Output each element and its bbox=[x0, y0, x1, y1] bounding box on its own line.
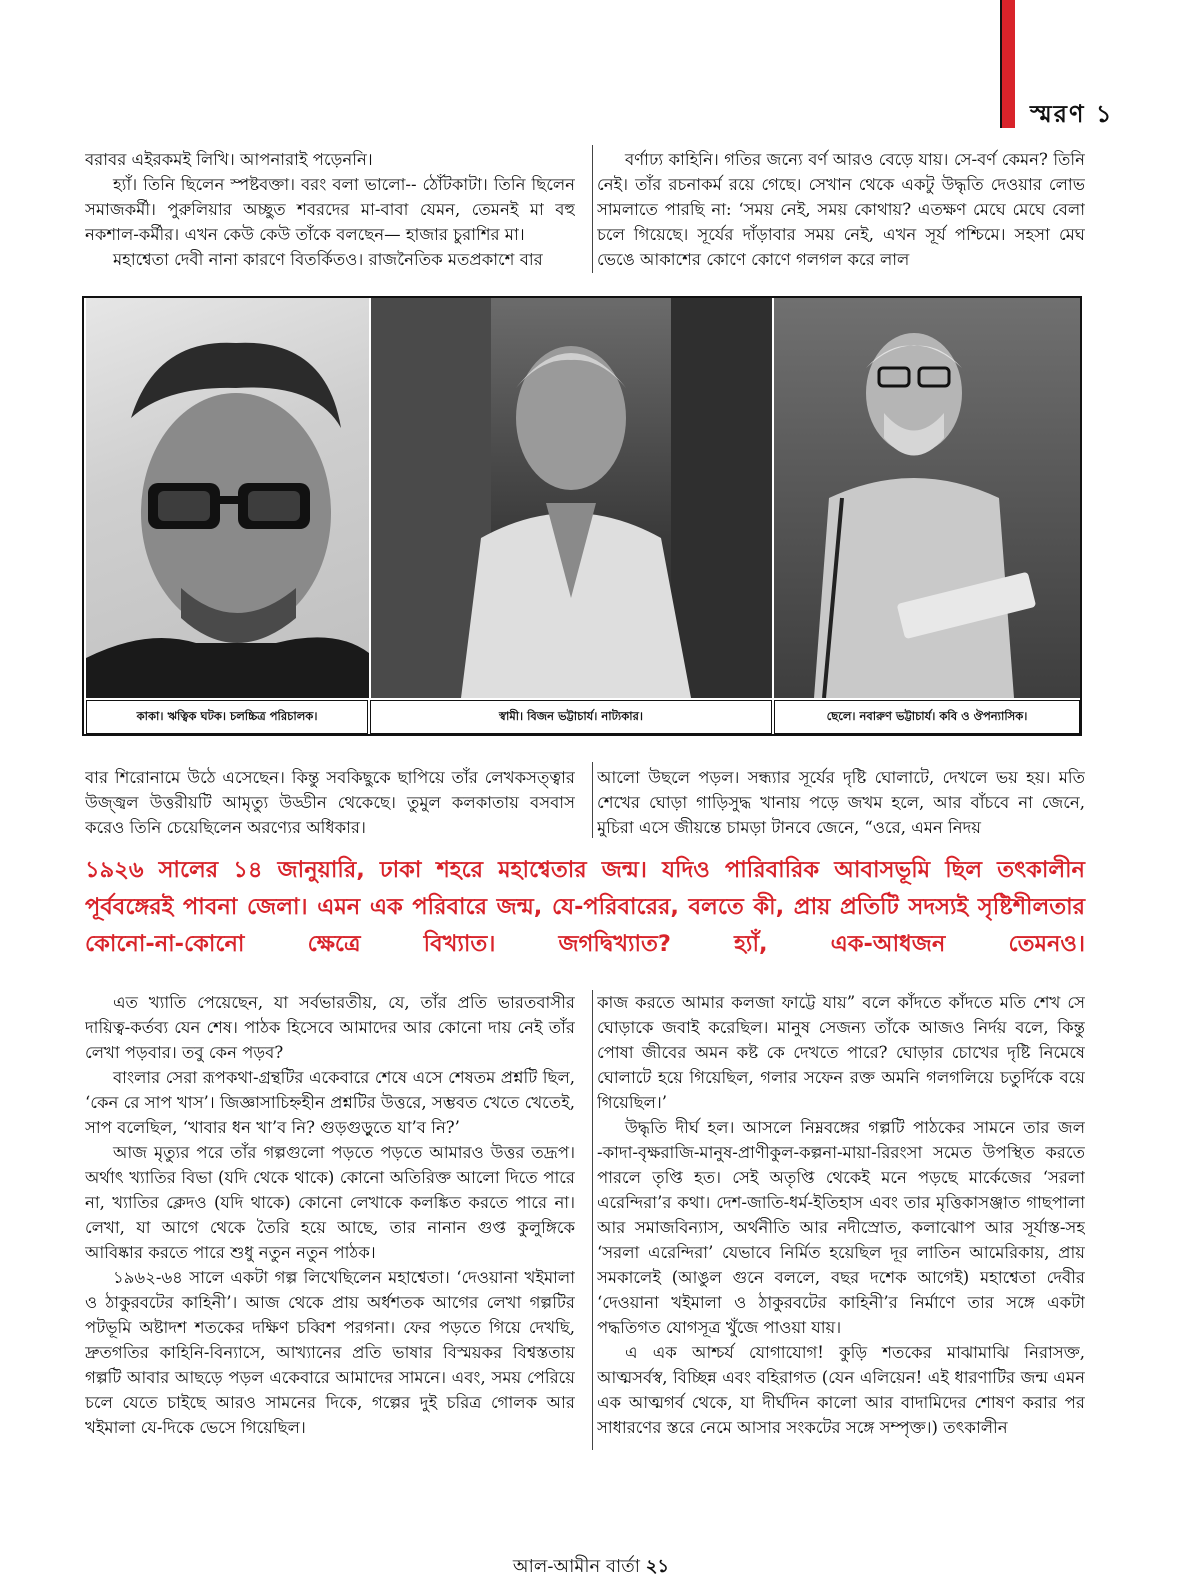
paragraph: হ্যাঁ। তিনি ছিলেন স্পষ্টবক্তা। বরং বলা ভালো-- ঠোঁটকাটা। তিনি ছিলেন সমাজকর্মী। পুরুলিয়ার অচ্ছুত শবরদের মা-বাবা যেমন, তেমনই মা বহু নকশাল-কর্মীর। এখন কেউ কেউ তাঁকে বলছেন— হাজার চুরাশির মা। bbox=[85, 175, 575, 244]
bottom-right-column bbox=[597, 990, 1085, 1452]
paragraph: উদ্ধৃতি দীর্ঘ হল। আসলে নিম্নবঙ্গের গল্পটি পাঠকের সামনে তার জল -কাদা-বৃক্ষরাজি-মানুষ-প্রাণীকুল-কল্পনা-মায়া-রিরংসা সমেত উপস্থিত করতে পারলে তৃপ্তি হত। সেই অতৃপ্তি থেকেই মনে পড়ছে মার্কেজের ‘সরলা এরেন্দিরা’র কথা। দেশ-জাতি-ধর্ম-ইতিহাস এবং তার মৃত্তিকাসঞ্জাত গাছপালা আর সমাজবিন্যাস, অর্থনীতি আর নদীস্রোত, কলাঝোপ আর সূর্যাস্ত-সহ ‘সরলা এরেন্দিরা’ যেভাবে নির্মিত হয়েছিল দূর লাতিন আমেরিকায়, প্রায় সমকালেই (আঙুল গুনে বললে, বছর দশেক আগেই) মহাশ্বেতা দেবীর ‘দেওয়ানা খইমালা ও ঠাকুরবটের কাহিনী’র নির্মাণে তার সঙ্গে একটা পদ্ধতিগত যোগসূত্র খুঁজে পাওয়া যায়। bbox=[597, 1118, 1085, 1337]
middle-left-column bbox=[85, 765, 575, 841]
paragraph: আলো উছলে পড়ল। সন্ধ্যার সূর্যের দৃষ্টি ঘোলাটে, দেখলে ভয় হয়। মতি শেখের ঘোড়া গাড়িসুদ্ধ খানায় পড়ে জখম হলে, আর বাঁচবে না জেনে, মুচিরা এসে জীয়ন্তে চামড়া টানবে জেনে, “ওরে, এমন নিদয় bbox=[597, 768, 1085, 837]
paragraph: মহাশ্বেতা দেবী নানা কারণে বিতর্কিতও। রাজনৈতিক মতপ্রকাশে বার bbox=[113, 250, 543, 269]
paragraph: বরাবর এইরকমই লিখি। আপনারাই পড়েননি। bbox=[85, 150, 373, 169]
photo-caption: কাকা। ঋত্বিক ঘটক। চলচ্চিত্র পরিচালক। bbox=[86, 700, 368, 734]
paragraph: কাজ করতে আমার কলজা ফাট্টে যায়” বলে কাঁদতে কাঁদতে মতি শেখ সে ঘোড়াকে জবাই করেছিল। মানুষ সেজন্য তাঁকে আজও নির্দয় বলে, কিন্তু পোষা জীবের অমন কষ্ট কে দেখতে পারে? ঘোড়ার চোখের দৃষ্টি নিমেষে ঘোলাটে হয়ে গিয়েছিল, গলার সফেন রক্ত অমনি গলগলিয়ে চতুর্দিকে বয়ে গিয়েছিল।’ bbox=[597, 993, 1085, 1112]
portrait-photo-bijon-bhattacharya bbox=[371, 298, 772, 698]
page-footer bbox=[0, 1552, 1182, 1583]
paragraph: ১৯৬২-৬৪ সালে একটা গল্প লিখেছিলেন মহাশ্বেতা। ‘দেওয়ানা খইমালা ও ঠাকুরবটের কাহিনী’। আজ থেকে প্রায় অর্ধশতক আগের লেখা গল্পটির পটভূমি অষ্টাদশ শতকের দক্ষিণ চব্বিশ পরগনা। ফের পড়তে গিয়ে দেখছি, দ্রুতগতির কাহিনি-বিন্যাসে, আখ্যানের প্রতি ভাষার বিস্ময়কর বিশ্বস্ততায় গল্পটি আবার আছড়ে পড়ল একেবারে আমাদের সামনে। এবং, সময় পেরিয়ে চলে যেতে চাইছে আরও সামনের দিকে, গল্পের দুই চরিত্র গোলক আর খইমালা যে-দিকে ভেসে গিয়েছিল। bbox=[85, 1268, 575, 1437]
paragraph: এ এক আশ্চর্য যোগাযোগ! কুড়ি শতকের মাঝামাঝি নিরাসক্ত, আত্মসর্বস্ব, বিচ্ছিন্ন এবং বহিরাগত (যেন এলিয়েন! এই ধারণাটির জন্ম এমন এক আত্মগর্ব থেকে, যা দীর্ঘদিন কালো আর বাদামিদের শোষণ করার পর সাধারণের স্তরে নেমে আসার সংকটের সঙ্গে সম্পৃক্ত।) তৎকালীন bbox=[597, 1343, 1085, 1437]
magazine-name: আল-আমীন বার্তা bbox=[512, 1556, 640, 1577]
paragraph: বার শিরোনামে উঠে এসেছেন। কিন্তু সবকিছুকে ছাপিয়ে তাঁর লেখকসত্ত্বার উজ্জ্বল উত্তরীয়টি আমৃত্যু উড্ডীন থেকেছে। তুমুল কলকাতায় বসবাস করেও তিনি চেয়েছিলেন অরণ্যের অধিকার। bbox=[85, 768, 575, 837]
photo-caption: স্বামী। বিজন ভট্টাচার্য। নাট্যকার। bbox=[370, 700, 772, 734]
page-number: ২১ bbox=[645, 1556, 670, 1577]
portrait-photo-nabarun-bhattacharya bbox=[774, 298, 1080, 698]
paragraph: বর্ণাঢ্য কাহিনি। গতির জন্যে বর্ণ আরও বেড়ে যায়। সে-বর্ণ কেমন? তিনি নেই। তাঁর রচনাকর্ম রয়ে গেছে। সেখান থেকে একটু উদ্ধৃতি দেওয়ার লোভ সামলাতে পারছি না: ‘সময় নেই, সময় কোথায়? এতক্ষণ মেঘে মেঘে বেলা চলে গিয়েছে। সূর্যের দাঁড়াবার সময় নেই, এখন সূর্য পশ্চিমে। সহসা মেঘ ভেঙে আকাশের কোণে কোণে গলগল করে লাল bbox=[597, 150, 1085, 269]
column-divider bbox=[592, 145, 593, 273]
paragraph: বাংলার সেরা রূপকথা-গ্রন্থটির একেবারে শেষে এসে শেষতম প্রশ্নটি ছিল, ‘কেন রে সাপ খাস’। জিজ্ঞাসাচিহ্নহীন প্রশ্নটির উত্তরে, সম্ভবত খেতে খেতেই, সাপ বলেছিল, ‘খাবার ধন খা’ব নি? গুড়গুড়ুতে যা’ব নি?’ bbox=[85, 1068, 575, 1137]
pull-quote: ১৯২৬ সালের ১৪ জানুয়ারি, ঢাকা শহরে মহাশ্বেতার জন্ম। যদিও পারিবারিক আবাসভূমি ছিল তৎকালীন পূর্ববঙ্গেরই পাবনা জেলা। এমন এক পরিবারে জন্ম, যে-পরিবারের, বলতে কী, প্রায় প্রতিটি সদস্যই সৃষ্টিশীলতার কোনো-না-কোনো ক্ষেত্রে বিখ্যাত। জগদ্বিখ্যাত? হ্যাঁ, এক-আধজন তেমনও। bbox=[85, 857, 1085, 957]
column-divider bbox=[592, 990, 593, 1450]
top-left-column bbox=[85, 147, 575, 275]
paragraph: এত খ্যাতি পেয়েছেন, যা সর্বভারতীয়, যে, তাঁর প্রতি ভারতবাসীর দায়িত্ব-কর্তব্য যেন শেষ। পাঠক হিসেবে আমাদের আর কোনো দায় নেই তাঁর লেখা পড়বার। তবু কেন পড়ব? bbox=[85, 993, 575, 1062]
header-accent-bar bbox=[1000, 0, 1015, 128]
portrait-photo-ritwik-ghatak bbox=[86, 298, 369, 698]
paragraph: আজ মৃত্যুর পরে তাঁর গল্পগুলো পড়তে পড়তে আমারও উত্তর তদ্রূপ। অর্থাৎ খ্যাতির বিভা (যদি থেকে থাকে) কোনো অতিরিক্ত আলো দিতে পারে না, খ্যাতির ক্লেদও (যদি থাকে) কোনো লেখাকে কলঙ্কিত করতে পারে না। লেখা, যা আগে থেকে তৈরি হয়ে আছে, তার নানান গুপ্ত কুলুঙ্গিকে আবিষ্কার করতে পারে শুধু নতুন নতুন পাঠক। bbox=[85, 1143, 575, 1262]
photo-caption: ছেলে। নবারুণ ভট্টাচার্য। কবি ও ঔপন্যাসিক। bbox=[774, 700, 1080, 734]
middle-right-column bbox=[597, 765, 1085, 841]
top-right-column bbox=[597, 147, 1085, 275]
section-label: স্মরণ ১ bbox=[1030, 100, 1114, 128]
header-rule bbox=[1000, 0, 1002, 128]
bottom-left-column bbox=[85, 990, 575, 1452]
photo-strip bbox=[82, 296, 1082, 736]
column-divider bbox=[592, 762, 593, 838]
